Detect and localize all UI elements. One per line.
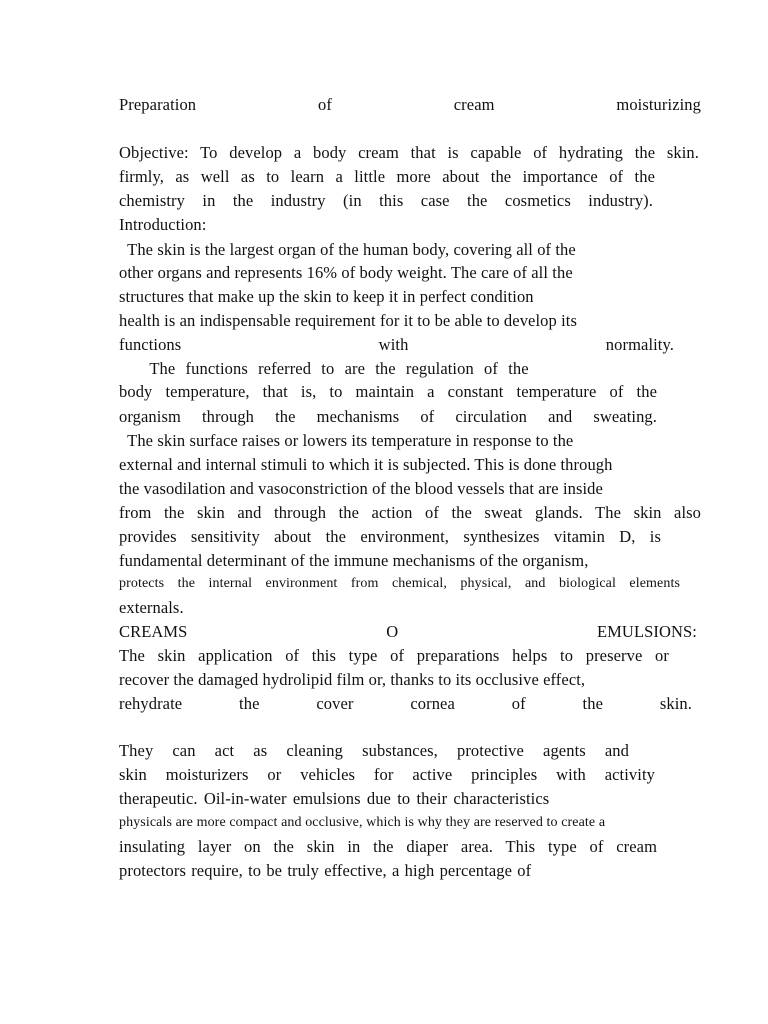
text-line: insulating layer on the skin in the diaper area. This type of cream: [119, 837, 657, 856]
text-line: chemistry in the industry (in this case the cosmetics industry).: [119, 191, 653, 210]
text-line: fundamental determinant of the immune mechanisms of the organism,: [119, 551, 589, 570]
text-line: They can act as cleaning substances, protective agents and: [119, 741, 629, 760]
text-line: functions with normality.: [119, 335, 674, 354]
text-line: physicals are more compact and occlusive, which is why they are reserved to create a: [119, 815, 606, 830]
text-line: structures that make up the skin to keep it in perfect condition: [119, 287, 534, 306]
text-line: Objective: To develop a body cream that is capable of hydrating the skin.: [119, 143, 699, 162]
text-line: other organs and represents 16% of body weight. The care of all the: [119, 263, 573, 282]
text-line: firmly, as well as to learn a little more about the importance of the: [119, 167, 655, 186]
text-line: The skin is the largest organ of the human body, covering all of the: [119, 240, 576, 259]
text-line: The functions referred to are the regulation of the: [119, 359, 529, 378]
text-line: therapeutic. Oil-in-water emulsions due to their characteristics: [119, 789, 550, 808]
text-line: from the skin and through the action of the sweat glands. The skin also: [119, 503, 701, 522]
section-heading: CREAMS O EMULSIONS:: [119, 622, 697, 641]
section-heading: Introduction:: [119, 215, 207, 234]
text-line: rehydrate the cover cornea of the skin.: [119, 694, 692, 713]
text-line: The skin application of this type of preparations helps to preserve or: [119, 646, 669, 665]
text-line: body temperature, that is, to maintain a constant temperature of the: [119, 382, 657, 401]
text-line: The skin surface raises or lowers its temperature in response to the: [119, 431, 574, 450]
text-line: externals.: [119, 598, 184, 617]
document-title: Preparation of cream moisturizing: [119, 95, 701, 114]
text-line: the vasodilation and vasoconstriction of the blood vessels that are inside: [119, 479, 603, 498]
text-line: health is an indispensable requirement for it to be able to develop its: [119, 311, 577, 330]
text-line: external and internal stimuli to which it is subjected. This is done through: [119, 455, 613, 474]
text-line: recover the damaged hydrolipid film or, thanks to its occlusive effect,: [119, 670, 586, 689]
text-line: skin moisturizers or vehicles for active principles with activity: [119, 765, 655, 784]
text-line: organism through the mechanisms of circulation and sweating.: [119, 407, 657, 426]
text-line: protects the internal environment from chemical, physical, and biological elements: [119, 576, 680, 591]
text-line: provides sensitivity about the environment, synthesizes vitamin D, is: [119, 527, 661, 546]
text-line: protectors require, to be truly effective, a high percentage of: [119, 861, 532, 880]
